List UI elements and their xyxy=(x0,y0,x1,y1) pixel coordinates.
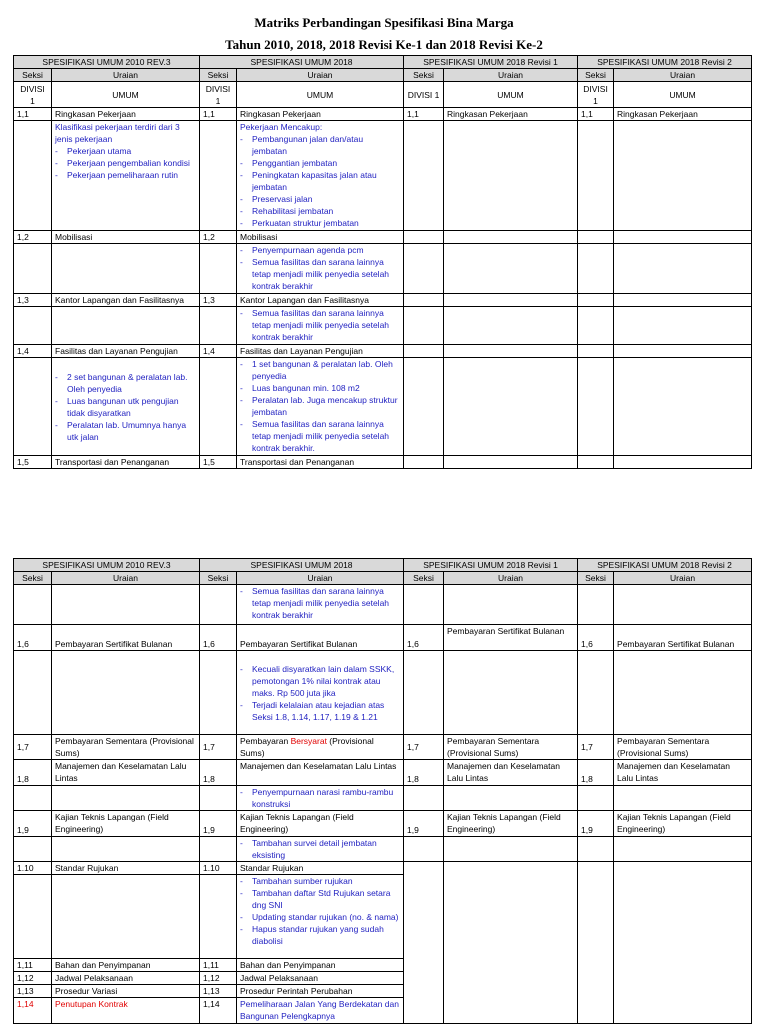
uraian-cell: Kajian Teknis Lapangan (Field Engineering) xyxy=(237,811,404,837)
seksi-cell: 1,4 xyxy=(200,345,237,358)
header-seksi: Seksi xyxy=(404,572,444,585)
change-note xyxy=(237,786,404,811)
header-spec-2018-rev2: SPESIFIKASI UMUM 2018 Revisi 2 xyxy=(578,559,752,572)
note-item: - Penggantian jembatan xyxy=(240,157,400,169)
seksi-cell: 1,9 xyxy=(404,811,444,837)
seksi-cell: 1,11 xyxy=(14,959,52,972)
change-note xyxy=(237,244,404,294)
header-spec-2010: SPESIFIKASI UMUM 2010 REV.3 xyxy=(14,56,200,69)
uraian-cell: Pembayaran Sertifikat Bulanan xyxy=(237,625,404,651)
seksi-cell: 1,6 xyxy=(578,625,614,651)
comparison-table-1 xyxy=(13,55,752,469)
change-note xyxy=(52,358,200,456)
uraian-cell: Fasilitas dan Layanan Pengujian xyxy=(237,345,404,358)
uraian-cell: Manajemen dan Keselamatan Lalu Lintas xyxy=(444,760,578,786)
table-row xyxy=(14,294,752,307)
header-uraian: Uraian xyxy=(444,572,578,585)
table-row xyxy=(14,625,752,651)
uraian-cell: Fasilitas dan Layanan Pengujian xyxy=(52,345,200,358)
divisi-label: DIVISI 1 xyxy=(14,82,52,108)
header-uraian: Uraian xyxy=(52,572,200,585)
note-item: - Luas bangunan utk pengujian tidak disyaratkan xyxy=(55,395,196,419)
seksi-cell: 1,7 xyxy=(404,735,444,760)
seksi-cell: 1,14 xyxy=(200,998,237,1024)
uraian-cell: Manajemen dan Keselamatan Lalu Lintas xyxy=(237,760,404,786)
uraian-cell xyxy=(237,735,404,760)
seksi-cell: 1,9 xyxy=(578,811,614,837)
table-row xyxy=(14,307,752,345)
seksi-cell: 1,7 xyxy=(14,735,52,760)
uraian-cell: Standar Rujukan xyxy=(52,862,200,875)
note-item: - Hapus standar rujukan yang sudah diabolisi xyxy=(240,923,400,947)
note-item: - Pekerjaan utama xyxy=(55,145,196,157)
seksi-cell: 1,1 xyxy=(200,108,237,121)
umum-label: UMUM xyxy=(444,82,578,108)
seksi-cell: 1,9 xyxy=(14,811,52,837)
note-item: - Rehabilitasi jembatan xyxy=(240,205,400,217)
note-item: - Updating standar rujukan (no. & nama) xyxy=(240,911,400,923)
table-row xyxy=(14,231,752,244)
table-row xyxy=(14,358,752,456)
header-spec-2018: SPESIFIKASI UMUM 2018 xyxy=(200,56,404,69)
seksi-cell: 1,12 xyxy=(14,972,52,985)
comparison-table-2 xyxy=(13,558,752,1024)
uraian-cell: Bahan dan Penyimpanan xyxy=(52,959,200,972)
uraian-cell: Pembayaran Sementara (Provisional Sums) xyxy=(614,735,752,760)
uraian-cell: Ringkasan Pekerjaan xyxy=(52,108,200,121)
seksi-cell: 1,8 xyxy=(404,760,444,786)
header-uraian: Uraian xyxy=(614,69,752,82)
header-spec-2018-rev2: SPESIFIKASI UMUM 2018 Revisi 2 xyxy=(578,56,752,69)
header-spec-2018-rev1: SPESIFIKASI UMUM 2018 Revisi 1 xyxy=(404,559,578,572)
table-row xyxy=(14,244,752,294)
uraian-cell: Pembayaran Sertifikat Bulanan xyxy=(52,625,200,651)
uraian-cell: Manajemen dan Keselamatan Lalu Lintas xyxy=(614,760,752,786)
seksi-cell: 1,3 xyxy=(200,294,237,307)
seksi-cell: 1,11 xyxy=(200,959,237,972)
umum-label: UMUM xyxy=(614,82,752,108)
note-intro: Klasifikasi pekerjaan terdiri dari 3 jenis pekerjaan xyxy=(55,122,180,144)
header-seksi: Seksi xyxy=(14,69,52,82)
seksi-cell: 1,13 xyxy=(14,985,52,998)
seksi-cell: 1,7 xyxy=(578,735,614,760)
seksi-cell: 1,6 xyxy=(200,625,237,651)
note-item: - Peralatan lab. Juga mencakup struktur jembatan xyxy=(240,394,400,418)
change-note xyxy=(237,585,404,625)
seksi-cell: 1,9 xyxy=(200,811,237,837)
uraian-cell: Bahan dan Penyimpanan xyxy=(237,959,404,972)
uraian-text: (Provisional Sums) xyxy=(240,736,374,758)
uraian-cell: Standar Rujukan xyxy=(237,862,404,875)
seksi-cell: 1,2 xyxy=(14,231,52,244)
header-uraian: Uraian xyxy=(237,572,404,585)
header-spec-2010: SPESIFIKASI UMUM 2010 REV.3 xyxy=(14,559,200,572)
table-row xyxy=(14,735,752,760)
note-item: - Semua fasilitas dan sarana lainnya tetap menjadi milik penyedia setelah kontrak berakhir. xyxy=(240,418,400,454)
uraian-cell: Jadwal Pelaksanaan xyxy=(237,972,404,985)
note-item: - 1 set bangunan & peralatan lab. Oleh penyedia xyxy=(240,358,400,382)
note-item: - Penyempurnaan agenda pcm xyxy=(240,244,400,256)
change-note xyxy=(52,121,200,231)
uraian-cell: Transportasi dan Penanganan xyxy=(237,456,404,469)
seksi-cell: 1,1 xyxy=(404,108,444,121)
seksi-cell: 1,5 xyxy=(200,456,237,469)
table-row xyxy=(14,651,752,735)
note-item: - Peralatan lab. Umumnya hanya utk jalan xyxy=(55,419,196,443)
changed-word: Bersyarat xyxy=(290,736,327,746)
uraian-cell: Pembayaran Sertifikat Bulanan xyxy=(614,625,752,651)
document-subtitle: Tahun 2010, 2018, 2018 Revisi Ke-1 dan 2018 Revisi Ke-2 xyxy=(225,37,543,52)
note-item: - Pekerjaan pemeliharaan rutin xyxy=(55,169,196,181)
seksi-cell: 1,12 xyxy=(200,972,237,985)
header-seksi: Seksi xyxy=(200,69,237,82)
seksi-cell: 1,4 xyxy=(14,345,52,358)
divisi-label: DIVISI 1 xyxy=(404,82,444,108)
seksi-cell: 1.10 xyxy=(200,862,237,875)
umum-label: UMUM xyxy=(52,82,200,108)
uraian-cell: Pembayaran Sertifikat Bulanan xyxy=(444,625,578,651)
uraian-cell: Prosedur Perintah Perubahan xyxy=(237,985,404,998)
uraian-cell: Kajian Teknis Lapangan (Field Engineering) xyxy=(614,811,752,837)
header-uraian: Uraian xyxy=(444,69,578,82)
uraian-cell: Penutupan Kontrak xyxy=(52,998,200,1024)
note-item: - Pekerjaan pengembalian kondisi xyxy=(55,157,196,169)
header-uraian: Uraian xyxy=(52,69,200,82)
change-note xyxy=(237,358,404,456)
note-item: - Preservasi jalan xyxy=(240,193,400,205)
uraian-cell: Transportasi dan Penanganan xyxy=(52,456,200,469)
note-item: - Tambahan daftar Std Rujukan setara dng SNI xyxy=(240,887,400,911)
seksi-cell: 1,8 xyxy=(14,760,52,786)
note-item: - Pembangunan jalan dan/atau jembatan xyxy=(240,133,400,157)
seksi-cell: 1,8 xyxy=(200,760,237,786)
uraian-cell: Mobilisasi xyxy=(237,231,404,244)
header-uraian: Uraian xyxy=(614,572,752,585)
uraian-cell: Ringkasan Pekerjaan xyxy=(614,108,752,121)
seksi-cell: 1,3 xyxy=(14,294,52,307)
table-row xyxy=(14,108,752,121)
header-seksi: Seksi xyxy=(14,572,52,585)
table-row xyxy=(14,456,752,469)
seksi-cell: 1,7 xyxy=(200,735,237,760)
change-note xyxy=(237,837,404,862)
note-item: - Terjadi kelalaian atau kejadian atas Seksi 1.8, 1.14, 1.17, 1.19 & 1.21 xyxy=(240,699,400,723)
uraian-cell: Jadwal Pelaksanaan xyxy=(52,972,200,985)
table-row xyxy=(14,811,752,837)
change-note xyxy=(237,651,404,735)
table-row xyxy=(14,585,752,625)
note-item: - Peningkatan kapasitas jalan atau jembatan xyxy=(240,169,400,193)
note-item: - Tambahan sumber rujukan xyxy=(240,875,400,887)
seksi-cell: 1,8 xyxy=(578,760,614,786)
note-item: - Tambahan survei detail jembatan eksisting xyxy=(240,837,400,861)
note-item: - Kecuali disyaratkan lain dalam SSKK, pemotongan 1% nilai kontrak atau maks. Rp 500 juta jika xyxy=(240,663,400,699)
document-title: Matriks Perbandingan Spesifikasi Bina Marga xyxy=(254,15,514,30)
header-seksi: Seksi xyxy=(578,572,614,585)
note-item: - Penyempurnaan narasi rambu-rambu konstruksi xyxy=(240,786,400,810)
uraian-cell: Pembayaran Sementara (Provisional Sums) xyxy=(52,735,200,760)
note-item: - Luas bangunan min. 108 m2 xyxy=(240,382,400,394)
table-row xyxy=(14,760,752,786)
seksi-cell: 1,14 xyxy=(14,998,52,1024)
note-item: - Perkuatan struktur jembatan xyxy=(240,217,400,229)
uraian-cell: Kajian Teknis Lapangan (Field Engineering) xyxy=(52,811,200,837)
change-note xyxy=(237,307,404,345)
uraian-text: Pembayaran xyxy=(240,736,291,746)
seksi-cell: 1,1 xyxy=(14,108,52,121)
table-row xyxy=(14,862,752,875)
uraian-cell: Pemeliharaan Jalan Yang Berdekatan dan Bangunan Pelengkapnya xyxy=(237,998,404,1024)
uraian-cell: Prosedur Variasi xyxy=(52,985,200,998)
uraian-cell: Manajemen dan Keselamatan Lalu Lintas xyxy=(52,760,200,786)
umum-label: UMUM xyxy=(237,82,404,108)
table-row xyxy=(14,837,752,862)
uraian-cell: Kantor Lapangan dan Fasilitasnya xyxy=(52,294,200,307)
table-row xyxy=(14,121,752,231)
uraian-cell: Ringkasan Pekerjaan xyxy=(237,108,404,121)
seksi-cell: 1,2 xyxy=(200,231,237,244)
uraian-cell: Ringkasan Pekerjaan xyxy=(444,108,578,121)
note-item: - Semua fasilitas dan sarana lainnya tetap menjadi milik penyedia setelah kontrak berakhir xyxy=(240,307,400,343)
seksi-cell: 1.10 xyxy=(14,862,52,875)
divisi-label: DIVISI 1 xyxy=(578,82,614,108)
seksi-cell: 1,6 xyxy=(14,625,52,651)
header-spec-2018-rev1: SPESIFIKASI UMUM 2018 Revisi 1 xyxy=(404,56,578,69)
header-uraian: Uraian xyxy=(237,69,404,82)
note-intro: Pekerjaan Mencakup: xyxy=(240,122,323,132)
seksi-cell: 1,13 xyxy=(200,985,237,998)
uraian-cell: Kajian Teknis Lapangan (Field Engineering) xyxy=(444,811,578,837)
change-note xyxy=(237,875,404,959)
uraian-cell: Mobilisasi xyxy=(52,231,200,244)
header-seksi: Seksi xyxy=(404,69,444,82)
header-seksi: Seksi xyxy=(200,572,237,585)
table-row xyxy=(14,786,752,811)
seksi-cell: 1,6 xyxy=(404,625,444,651)
header-seksi: Seksi xyxy=(578,69,614,82)
change-note xyxy=(237,121,404,231)
note-item: - 2 set bangunan & peralatan lab. Oleh penyedia xyxy=(55,371,196,395)
uraian-cell: Pembayaran Sementara (Provisional Sums) xyxy=(444,735,578,760)
seksi-cell: 1,1 xyxy=(578,108,614,121)
note-item: - Semua fasilitas dan sarana lainnya tetap menjadi milik penyedia setelah kontrak berakhir xyxy=(240,256,400,292)
table-row xyxy=(14,345,752,358)
header-spec-2018: SPESIFIKASI UMUM 2018 xyxy=(200,559,404,572)
note-item: - Semua fasilitas dan sarana lainnya tetap menjadi milik penyedia setelah kontrak berakhir xyxy=(240,585,400,621)
seksi-cell: 1,5 xyxy=(14,456,52,469)
divisi-label: DIVISI 1 xyxy=(200,82,237,108)
uraian-cell: Kantor Lapangan dan Fasilitasnya xyxy=(237,294,404,307)
